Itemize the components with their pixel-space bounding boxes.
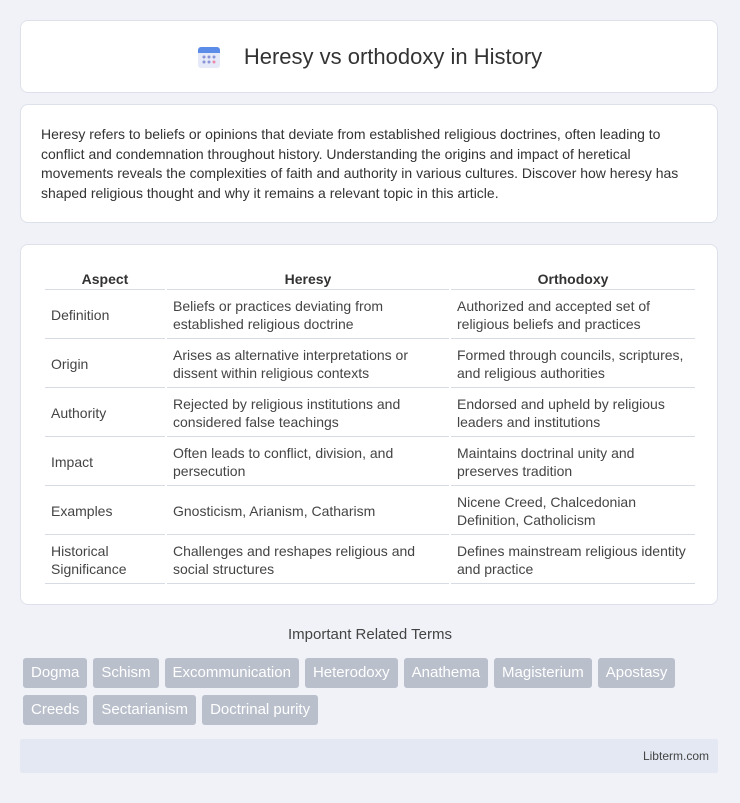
related-terms-list: [23, 658, 723, 725]
cell-heresy: Beliefs or practices deviating from established religious doctrine: [167, 292, 449, 339]
header-aspect: Aspect: [45, 267, 165, 290]
cell-aspect: Historical Significance: [45, 537, 165, 584]
cell-orthodoxy: Maintains doctrinal unity and preserves tradition: [451, 439, 695, 486]
comparison-table: [43, 265, 697, 586]
table-row: [45, 292, 695, 339]
related-term-tag[interactable]: Apostasy: [598, 658, 676, 688]
cell-orthodoxy: Formed through councils, scriptures, and religious authorities: [451, 341, 695, 388]
related-term-tag[interactable]: Sectarianism: [93, 695, 196, 725]
cell-aspect: Origin: [45, 341, 165, 388]
cell-heresy: Rejected by religious institutions and considered false teachings: [167, 390, 449, 437]
related-term-tag[interactable]: Magisterium: [494, 658, 592, 688]
cell-heresy: Challenges and reshapes religious and social structures: [167, 537, 449, 584]
cell-heresy: Often leads to conflict, division, and persecution: [167, 439, 449, 486]
cell-aspect: Definition: [45, 292, 165, 339]
table-row: [45, 439, 695, 486]
related-terms-title: Important Related Terms: [288, 626, 452, 643]
title-card: [20, 20, 718, 93]
related-term-tag[interactable]: Creeds: [23, 695, 87, 725]
cell-orthodoxy: Nicene Creed, Chalcedonian Definition, Catholicism: [451, 488, 695, 535]
header-heresy: Heresy: [167, 267, 449, 290]
cell-orthodoxy: Defines mainstream religious identity and practice: [451, 537, 695, 584]
table-row: [45, 488, 695, 535]
footer-site-link[interactable]: Libterm.com: [642, 749, 709, 763]
page-title: Heresy vs orthodoxy in History: [243, 43, 543, 69]
related-term-tag[interactable]: Heterodoxy: [305, 658, 398, 688]
cell-heresy: Gnosticism, Arianism, Catharism: [167, 488, 449, 535]
cell-aspect: Authority: [45, 390, 165, 437]
header-orthodoxy: Orthodoxy: [451, 267, 695, 290]
footer: [20, 739, 718, 773]
table-row: [45, 341, 695, 388]
related-term-tag[interactable]: Anathema: [404, 658, 488, 688]
table-header-row: [45, 267, 695, 290]
table-row: [45, 390, 695, 437]
intro-card: [20, 104, 718, 223]
cell-heresy: Arises as alternative interpretations or dissent within religious contexts: [167, 341, 449, 388]
related-term-tag[interactable]: Doctrinal purity: [202, 695, 318, 725]
comparison-card: [20, 244, 718, 605]
cell-aspect: Impact: [45, 439, 165, 486]
cell-aspect: Examples: [45, 488, 165, 535]
related-term-tag[interactable]: Excommunication: [165, 658, 299, 688]
table-row: [45, 537, 695, 584]
intro-text: Heresy refers to beliefs or opinions that deviate from established religious doctrines, often leading to conflict and condemnation throughout history. Understanding the origins and impact of heretical movements reveals the complexities of faith and authority in various cultures. Discover how heresy has shaped religious thought and why it remains a relevant topic in this article.: [41, 126, 679, 201]
related-term-tag[interactable]: Schism: [93, 658, 158, 688]
cell-orthodoxy: Endorsed and upheld by religious leaders and institutions: [451, 390, 695, 437]
cell-orthodoxy: Authorized and accepted set of religious beliefs and practices: [451, 292, 695, 339]
related-term-tag[interactable]: Dogma: [23, 658, 87, 688]
calendar-icon: [196, 44, 222, 70]
